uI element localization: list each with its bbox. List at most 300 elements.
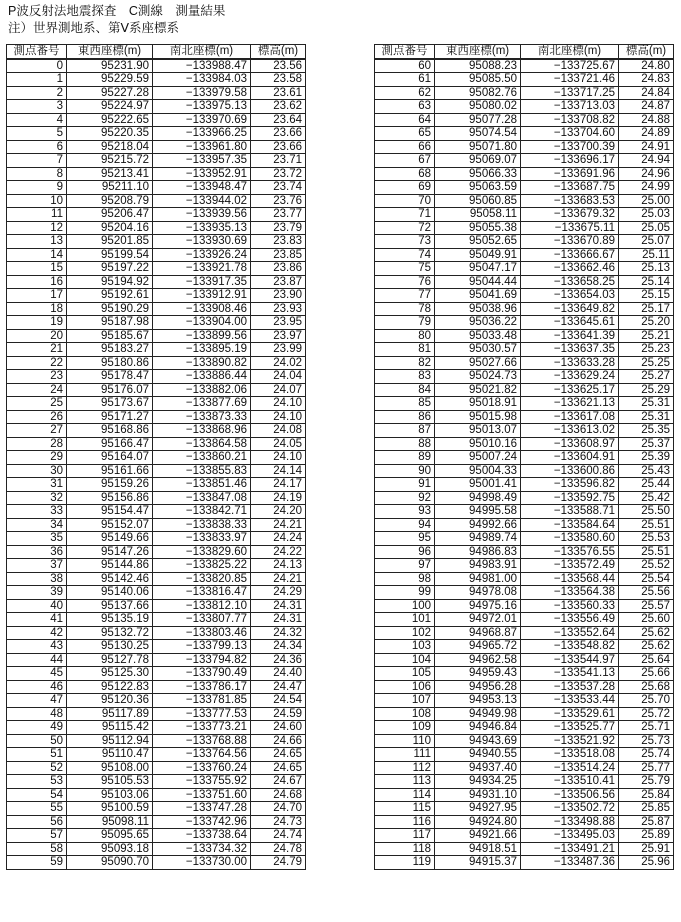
table-row (7, 248, 306, 262)
cell-elevation: 25.44 (619, 478, 674, 492)
cell-north-south: −133768.88 (153, 734, 251, 748)
cell-point-number: 76 (375, 275, 435, 289)
cell-north-south: −133629.24 (521, 370, 619, 384)
cell-elevation: 25.14 (619, 275, 674, 289)
cell-north-south: −133921.78 (153, 262, 251, 276)
cell-east-west: 95206.47 (67, 208, 153, 222)
cell-north-south: −133564.38 (521, 586, 619, 600)
cell-east-west: 95161.66 (67, 464, 153, 478)
cell-elevation: 24.10 (251, 410, 306, 424)
cell-point-number: 95 (375, 532, 435, 546)
cell-point-number: 112 (375, 761, 435, 775)
cell-east-west: 95215.72 (67, 154, 153, 168)
cell-elevation: 24.66 (251, 734, 306, 748)
cell-north-south: −133654.03 (521, 289, 619, 303)
cell-north-south: −133957.35 (153, 154, 251, 168)
cell-east-west: 95063.59 (435, 181, 521, 195)
cell-point-number: 5 (7, 127, 67, 141)
cell-north-south: −133541.13 (521, 667, 619, 681)
cell-north-south: −133670.89 (521, 235, 619, 249)
cell-east-west: 95213.41 (67, 167, 153, 181)
table-row (7, 640, 306, 654)
cell-north-south: −133641.39 (521, 329, 619, 343)
cell-point-number: 11 (7, 208, 67, 222)
cell-north-south: −133825.22 (153, 559, 251, 573)
cell-point-number: 57 (7, 829, 67, 843)
cell-elevation: 24.10 (251, 451, 306, 465)
cell-point-number: 15 (7, 262, 67, 276)
cell-elevation: 23.85 (251, 248, 306, 262)
table-row (375, 613, 674, 627)
cell-east-west: 94998.49 (435, 491, 521, 505)
table-row (7, 221, 306, 235)
table-row (375, 59, 674, 73)
cell-north-south: −133506.56 (521, 788, 619, 802)
cell-elevation: 24.07 (251, 383, 306, 397)
table-row (7, 302, 306, 316)
cell-east-west: 95110.47 (67, 748, 153, 762)
table-row (375, 127, 674, 141)
cell-north-south: −133812.10 (153, 599, 251, 613)
cell-point-number: 81 (375, 343, 435, 357)
cell-east-west: 95010.16 (435, 437, 521, 451)
cell-point-number: 72 (375, 221, 435, 235)
table-row (375, 140, 674, 154)
table-row (7, 559, 306, 573)
cell-elevation: 24.04 (251, 370, 306, 384)
cell-east-west: 95140.06 (67, 586, 153, 600)
cell-north-south: −133966.25 (153, 127, 251, 141)
cell-point-number: 16 (7, 275, 67, 289)
cell-point-number: 73 (375, 235, 435, 249)
cell-north-south: −133747.28 (153, 802, 251, 816)
cell-north-south: −133596.82 (521, 478, 619, 492)
table-row (375, 316, 674, 330)
cell-elevation: 25.53 (619, 532, 674, 546)
cell-north-south: −133491.21 (521, 842, 619, 856)
cell-east-west: 95192.61 (67, 289, 153, 303)
cell-north-south: −133755.92 (153, 775, 251, 789)
cell-north-south: −133864.58 (153, 437, 251, 451)
cell-point-number: 44 (7, 653, 67, 667)
table-row (7, 518, 306, 532)
cell-east-west: 95021.82 (435, 383, 521, 397)
cell-point-number: 64 (375, 113, 435, 127)
cell-east-west: 95220.35 (67, 127, 153, 141)
cell-north-south: −133675.11 (521, 221, 619, 235)
cell-elevation: 24.17 (251, 478, 306, 492)
cell-north-south: −133842.71 (153, 505, 251, 519)
cell-point-number: 91 (375, 478, 435, 492)
table-row (375, 761, 674, 775)
cell-east-west: 95015.98 (435, 410, 521, 424)
header-point-number: 測点番号 (7, 45, 67, 59)
cell-elevation: 25.74 (619, 748, 674, 762)
cell-east-west: 95077.28 (435, 113, 521, 127)
cell-point-number: 19 (7, 316, 67, 330)
table-row (375, 289, 674, 303)
cell-east-west: 95120.36 (67, 694, 153, 708)
cell-east-west: 95156.86 (67, 491, 153, 505)
table-row (7, 613, 306, 627)
table-row (7, 626, 306, 640)
table-row (7, 208, 306, 222)
cell-elevation: 25.42 (619, 491, 674, 505)
cell-east-west: 95190.29 (67, 302, 153, 316)
table-row (7, 262, 306, 276)
cell-east-west: 95194.92 (67, 275, 153, 289)
cell-east-west: 94915.37 (435, 856, 521, 870)
table-row (7, 356, 306, 370)
cell-east-west: 95197.22 (67, 262, 153, 276)
cell-point-number: 89 (375, 451, 435, 465)
cell-east-west: 95024.73 (435, 370, 521, 384)
cell-point-number: 26 (7, 410, 67, 424)
cell-elevation: 25.31 (619, 397, 674, 411)
table-row (375, 626, 674, 640)
cell-point-number: 102 (375, 626, 435, 640)
cell-point-number: 70 (375, 194, 435, 208)
cell-east-west: 95074.54 (435, 127, 521, 141)
cell-elevation: 24.24 (251, 532, 306, 546)
cell-elevation: 24.96 (619, 167, 674, 181)
cell-north-south: −133860.21 (153, 451, 251, 465)
cell-east-west: 95069.07 (435, 154, 521, 168)
cell-point-number: 85 (375, 397, 435, 411)
cell-elevation: 25.43 (619, 464, 674, 478)
cell-point-number: 42 (7, 626, 67, 640)
cell-elevation: 24.20 (251, 505, 306, 519)
cell-point-number: 9 (7, 181, 67, 195)
cell-north-south: −133912.91 (153, 289, 251, 303)
cell-elevation: 24.65 (251, 748, 306, 762)
cell-north-south: −133829.60 (153, 545, 251, 559)
cell-north-south: −133708.82 (521, 113, 619, 127)
cell-north-south: −133621.13 (521, 397, 619, 411)
cell-north-south: −133930.69 (153, 235, 251, 249)
cell-elevation: 25.73 (619, 734, 674, 748)
cell-east-west: 95144.86 (67, 559, 153, 573)
cell-point-number: 52 (7, 761, 67, 775)
cell-east-west: 95030.57 (435, 343, 521, 357)
table-row (375, 545, 674, 559)
cell-east-west: 95044.44 (435, 275, 521, 289)
cell-elevation: 24.21 (251, 518, 306, 532)
cell-point-number: 68 (375, 167, 435, 181)
header-elevation: 標高(m) (619, 45, 674, 59)
cell-east-west: 94949.98 (435, 707, 521, 721)
cell-north-south: −133495.03 (521, 829, 619, 843)
table-row (7, 59, 306, 73)
table-row (7, 383, 306, 397)
table-row (7, 721, 306, 735)
table-row (375, 842, 674, 856)
cell-elevation: 25.79 (619, 775, 674, 789)
cell-north-south: −133890.82 (153, 356, 251, 370)
table-row (375, 653, 674, 667)
cell-elevation: 24.22 (251, 545, 306, 559)
cell-north-south: −133734.32 (153, 842, 251, 856)
table-row (375, 667, 674, 681)
cell-north-south: −133487.36 (521, 856, 619, 870)
table-row (375, 707, 674, 721)
cell-point-number: 71 (375, 208, 435, 222)
cell-elevation: 23.87 (251, 275, 306, 289)
cell-east-west: 94959.43 (435, 667, 521, 681)
cell-east-west: 95082.76 (435, 86, 521, 100)
table-row (375, 235, 674, 249)
table-row (375, 734, 674, 748)
table-row (7, 127, 306, 141)
cell-north-south: −133576.55 (521, 545, 619, 559)
table-row (7, 829, 306, 843)
cell-east-west: 95100.59 (67, 802, 153, 816)
cell-elevation: 25.51 (619, 518, 674, 532)
cell-east-west: 95122.83 (67, 680, 153, 694)
cell-point-number: 92 (375, 491, 435, 505)
cell-east-west: 95112.94 (67, 734, 153, 748)
cell-north-south: −133882.06 (153, 383, 251, 397)
cell-east-west: 94956.28 (435, 680, 521, 694)
cell-north-south: −133725.67 (521, 59, 619, 73)
table-row (375, 113, 674, 127)
cell-point-number: 23 (7, 370, 67, 384)
cell-point-number: 12 (7, 221, 67, 235)
table-row (7, 505, 306, 519)
cell-point-number: 13 (7, 235, 67, 249)
cell-east-west: 95105.53 (67, 775, 153, 789)
table-row (7, 653, 306, 667)
cell-elevation: 25.62 (619, 626, 674, 640)
cell-north-south: −133637.35 (521, 343, 619, 357)
cell-north-south: −133899.56 (153, 329, 251, 343)
cell-east-west: 94975.16 (435, 599, 521, 613)
table-row (375, 478, 674, 492)
cell-east-west: 94992.66 (435, 518, 521, 532)
cell-north-south: −133751.60 (153, 788, 251, 802)
cell-east-west: 95130.25 (67, 640, 153, 654)
cell-point-number: 17 (7, 289, 67, 303)
cell-north-south: −133679.32 (521, 208, 619, 222)
cell-north-south: −133730.00 (153, 856, 251, 870)
cell-east-west: 94924.80 (435, 815, 521, 829)
cell-north-south: −133961.80 (153, 140, 251, 154)
cell-east-west: 95147.26 (67, 545, 153, 559)
table-row (375, 802, 674, 816)
cell-elevation: 23.66 (251, 140, 306, 154)
cell-north-south: −133617.08 (521, 410, 619, 424)
cell-point-number: 108 (375, 707, 435, 721)
cell-east-west: 95229.59 (67, 73, 153, 87)
table-row (375, 788, 674, 802)
cell-point-number: 14 (7, 248, 67, 262)
cell-east-west: 94965.72 (435, 640, 521, 654)
cell-east-west: 95208.79 (67, 194, 153, 208)
cell-elevation: 25.00 (619, 194, 674, 208)
cell-elevation: 23.62 (251, 100, 306, 114)
cell-point-number: 38 (7, 572, 67, 586)
cell-point-number: 58 (7, 842, 67, 856)
table-row (375, 262, 674, 276)
cell-east-west: 95142.46 (67, 572, 153, 586)
cell-north-south: −133760.24 (153, 761, 251, 775)
cell-north-south: −133533.44 (521, 694, 619, 708)
cell-point-number: 35 (7, 532, 67, 546)
table-row (375, 640, 674, 654)
table-row (7, 842, 306, 856)
cell-point-number: 47 (7, 694, 67, 708)
cell-point-number: 119 (375, 856, 435, 870)
table-row (7, 788, 306, 802)
cell-elevation: 24.32 (251, 626, 306, 640)
cell-elevation: 25.56 (619, 586, 674, 600)
cell-elevation: 23.64 (251, 113, 306, 127)
cell-point-number: 56 (7, 815, 67, 829)
cell-north-south: −133548.82 (521, 640, 619, 654)
cell-point-number: 61 (375, 73, 435, 87)
cell-elevation: 23.93 (251, 302, 306, 316)
cell-east-west: 95117.89 (67, 707, 153, 721)
cell-elevation: 24.65 (251, 761, 306, 775)
table-row (7, 856, 306, 870)
cell-east-west: 94983.91 (435, 559, 521, 573)
table-row (375, 410, 674, 424)
cell-east-west: 94937.40 (435, 761, 521, 775)
cell-point-number: 3 (7, 100, 67, 114)
cell-point-number: 24 (7, 383, 67, 397)
cell-east-west: 95071.80 (435, 140, 521, 154)
header-point-number: 測点番号 (375, 45, 435, 59)
table-row (375, 194, 674, 208)
cell-point-number: 39 (7, 586, 67, 600)
cell-elevation: 25.50 (619, 505, 674, 519)
table-row (375, 208, 674, 222)
table-row (375, 586, 674, 600)
table-row (7, 397, 306, 411)
cell-elevation: 24.34 (251, 640, 306, 654)
cell-east-west: 95088.23 (435, 59, 521, 73)
table-row (7, 545, 306, 559)
cell-point-number: 59 (7, 856, 67, 870)
cell-elevation: 25.05 (619, 221, 674, 235)
cell-point-number: 106 (375, 680, 435, 694)
table-row (7, 424, 306, 438)
cell-elevation: 25.07 (619, 235, 674, 249)
cell-point-number: 114 (375, 788, 435, 802)
survey-table-left (6, 44, 306, 870)
cell-point-number: 66 (375, 140, 435, 154)
cell-point-number: 18 (7, 302, 67, 316)
cell-elevation: 24.80 (619, 59, 674, 73)
cell-point-number: 97 (375, 559, 435, 573)
table-row (7, 599, 306, 613)
cell-elevation: 25.89 (619, 829, 674, 843)
cell-elevation: 25.37 (619, 437, 674, 451)
coordinate-system-note: 注）世界測地系、第Ⅴ系座標系 (8, 21, 180, 35)
cell-elevation: 24.89 (619, 127, 674, 141)
cell-point-number: 93 (375, 505, 435, 519)
cell-east-west: 95173.67 (67, 397, 153, 411)
cell-point-number: 111 (375, 748, 435, 762)
table-row (7, 275, 306, 289)
cell-east-west: 95164.07 (67, 451, 153, 465)
cell-elevation: 25.52 (619, 559, 674, 573)
cell-north-south: −133786.17 (153, 680, 251, 694)
cell-point-number: 103 (375, 640, 435, 654)
cell-north-south: −133525.77 (521, 721, 619, 735)
cell-east-west: 94968.87 (435, 626, 521, 640)
cell-east-west: 94943.69 (435, 734, 521, 748)
cell-elevation: 23.74 (251, 181, 306, 195)
cell-east-west: 94978.08 (435, 586, 521, 600)
cell-point-number: 88 (375, 437, 435, 451)
cell-north-south: −133721.46 (521, 73, 619, 87)
table-row (375, 532, 674, 546)
cell-east-west: 94931.10 (435, 788, 521, 802)
cell-east-west: 95183.27 (67, 343, 153, 357)
cell-point-number: 110 (375, 734, 435, 748)
cell-point-number: 86 (375, 410, 435, 424)
cell-east-west: 95098.11 (67, 815, 153, 829)
cell-elevation: 23.61 (251, 86, 306, 100)
cell-north-south: −133944.02 (153, 194, 251, 208)
cell-elevation: 24.59 (251, 707, 306, 721)
cell-east-west: 95066.33 (435, 167, 521, 181)
cell-point-number: 109 (375, 721, 435, 735)
table-row (7, 113, 306, 127)
table-row (375, 383, 674, 397)
cell-north-south: −133975.13 (153, 100, 251, 114)
table-row (375, 559, 674, 573)
cell-elevation: 25.87 (619, 815, 674, 829)
cell-north-south: −133777.53 (153, 707, 251, 721)
cell-elevation: 24.10 (251, 397, 306, 411)
table-row (7, 734, 306, 748)
cell-north-south: −133895.19 (153, 343, 251, 357)
table-row (375, 518, 674, 532)
cell-east-west: 94921.66 (435, 829, 521, 843)
cell-east-west: 94934.25 (435, 775, 521, 789)
cell-east-west: 95180.86 (67, 356, 153, 370)
table-row (7, 73, 306, 87)
table-row (7, 680, 306, 694)
table-row (375, 815, 674, 829)
cell-north-south: −133738.64 (153, 829, 251, 843)
table-row (375, 775, 674, 789)
table-row (375, 721, 674, 735)
cell-point-number: 79 (375, 316, 435, 330)
cell-point-number: 99 (375, 586, 435, 600)
cell-elevation: 25.64 (619, 653, 674, 667)
cell-point-number: 65 (375, 127, 435, 141)
cell-elevation: 24.73 (251, 815, 306, 829)
table-row (375, 167, 674, 181)
cell-point-number: 63 (375, 100, 435, 114)
cell-elevation: 25.13 (619, 262, 674, 276)
table-row (375, 329, 674, 343)
table-row (7, 586, 306, 600)
cell-point-number: 31 (7, 478, 67, 492)
cell-east-west: 95004.33 (435, 464, 521, 478)
cell-north-south: −133988.47 (153, 59, 251, 73)
cell-north-south: −133600.86 (521, 464, 619, 478)
cell-north-south: −133649.82 (521, 302, 619, 316)
cell-elevation: 24.99 (619, 181, 674, 195)
table-row (7, 167, 306, 181)
cell-north-south: −133502.72 (521, 802, 619, 816)
cell-elevation: 23.72 (251, 167, 306, 181)
table-row (7, 437, 306, 451)
